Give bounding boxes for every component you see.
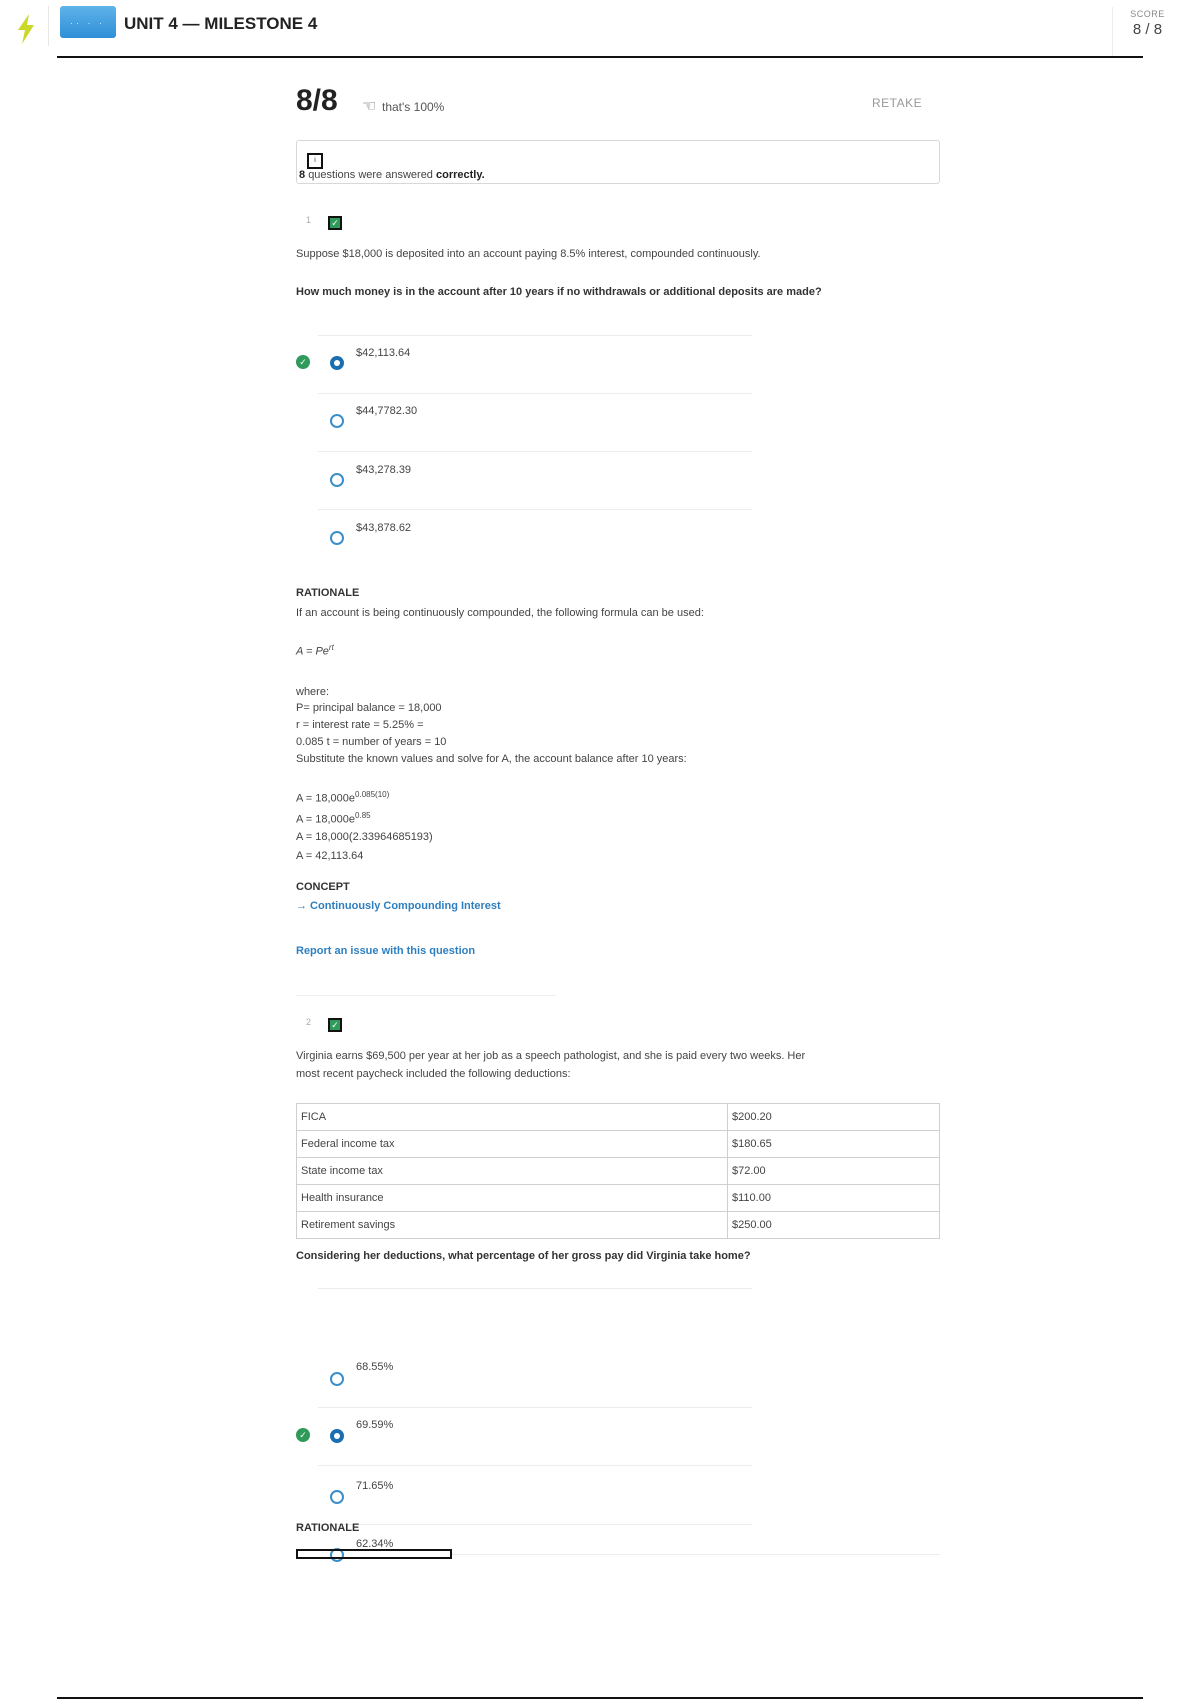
report-issue-link[interactable]: Report an issue with this question [296,945,476,957]
rationale-step: $A = 18,000e^{0.085(10)}$ [296,790,390,805]
option-text: $43,278.39 [356,464,412,476]
question-divider [296,995,556,996]
option-radio-selected[interactable] [330,1429,344,1443]
option-divider [318,1465,752,1466]
rationale-line-p: P= principal balance = 18,000 [296,702,442,714]
table-row [297,1131,940,1158]
concept-link[interactable]: → Continuously Compounding Interest [296,900,501,912]
deduction-amount: $110.00 [728,1185,940,1212]
summary-box [296,140,940,184]
header-score [1112,7,1182,57]
summary-count: 8 [299,169,306,181]
deduction-amount: $72.00 [728,1158,940,1185]
option-radio-selected[interactable] [330,356,344,370]
score-value: 8 / 8 [1132,21,1163,38]
table-row [297,1104,940,1131]
option-text: 71.65% [356,1480,394,1492]
deduction-amount: $250.00 [728,1212,940,1239]
option-divider [318,509,752,510]
question-prompt: Suppose $18,000 is deposited into an account paying 8.5% interest, compounded continuously. [296,248,761,260]
unit-thumbnail: ·· · · [60,6,116,38]
option-radio[interactable] [330,414,344,428]
deduction-amount: $200.20 [728,1104,940,1131]
rationale-heading: RATIONALE [296,1522,360,1534]
option-divider [318,1407,752,1408]
option-divider [318,1524,752,1525]
option-radio[interactable] [330,1372,344,1386]
percent-text: that's 100% [382,100,445,114]
result-score: 8/8 [296,84,338,117]
option-text: 68.55% [356,1361,394,1373]
question-prompt-line: Virginia earns $69,500 per year at her job as a speech pathologist, and she is paid every two weeks. Her [296,1050,806,1062]
footer-divider [57,1697,1143,1699]
option-text: $42,113.64 [356,347,411,359]
option-divider [318,335,752,336]
deduction-label: Retirement savings [297,1212,728,1239]
retake-button[interactable]: RETAKE [872,96,923,110]
deduction-label: State income tax [297,1158,728,1185]
deduction-label: Health insurance [297,1185,728,1212]
summary-text [299,169,485,181]
question-number: 2 [306,1017,312,1027]
rationale-step: A = 18,000(2.33964685193) [296,831,433,843]
rationale-placeholder [296,1549,452,1559]
correct-answer-icon: ✓ [296,355,310,369]
option-text: $44,7782.30 [356,405,418,417]
concept-heading: CONCEPT [296,881,350,893]
question-text: Considering her deductions, what percentage of her gross pay did Virginia take home? [296,1250,751,1262]
option-text: 69.59% [356,1419,394,1431]
rationale-divider [452,1554,940,1555]
unit-title: UNIT 4 — MILESTONE 4 [124,14,318,33]
option-text: 62.34% [356,1538,394,1550]
rationale-step: $A = 18,000e^{0.85}$ [296,811,371,826]
rationale-line-t: 0.085 t = number of years = 10 [296,736,447,748]
deduction-amount: $180.65 [728,1131,940,1158]
app-header [0,0,1200,58]
deduction-label: Federal income tax [297,1131,728,1158]
rationale-substitute: Substitute the known values and solve for A, the account balance after 10 years: [296,753,687,765]
question-text: How much money is in the account after 10 years if no withdrawals or additional deposits are made? [296,286,822,298]
table-row [297,1158,940,1185]
rationale-line-r: r = interest rate = 5.25% = [296,719,424,731]
sophia-logo-icon[interactable] [12,12,40,46]
option-radio[interactable] [330,1490,344,1504]
summary-correctly: correctly. [436,169,485,181]
rationale-heading: RATIONALE [296,587,360,599]
table-row [297,1185,940,1212]
option-divider [318,393,752,394]
question-number: 1 [306,215,312,225]
deduction-label: FICA [297,1104,728,1131]
rationale-formula: $A = Pe^{rt}$ [296,643,334,658]
question-prompt-line: most recent paycheck included the following deductions: [296,1068,571,1080]
option-divider [318,451,752,452]
correct-answer-icon: ✓ [296,1428,310,1442]
correct-checkbox-icon: ✓ [328,1018,342,1032]
option-text: $43,878.62 [356,522,412,534]
option-radio[interactable] [330,473,344,487]
rationale-intro: If an account is being continuously compounded, the following formula can be used: [296,607,704,619]
header-separator [48,6,49,46]
option-radio[interactable] [330,531,344,545]
header-divider [57,56,1143,58]
table-row [297,1212,940,1239]
pointing-hand-icon: ☜ [362,98,377,115]
option-divider [318,1288,752,1289]
rationale-where: where: [296,686,330,698]
correct-checkbox-icon: ✓ [328,216,342,230]
deductions-table [296,1103,940,1239]
summary-label: questions were answered [308,169,433,181]
summary-info-icon: i [307,153,323,169]
rationale-step: A = 42,113.64 [296,850,364,862]
score-label: SCORE [1130,9,1165,19]
